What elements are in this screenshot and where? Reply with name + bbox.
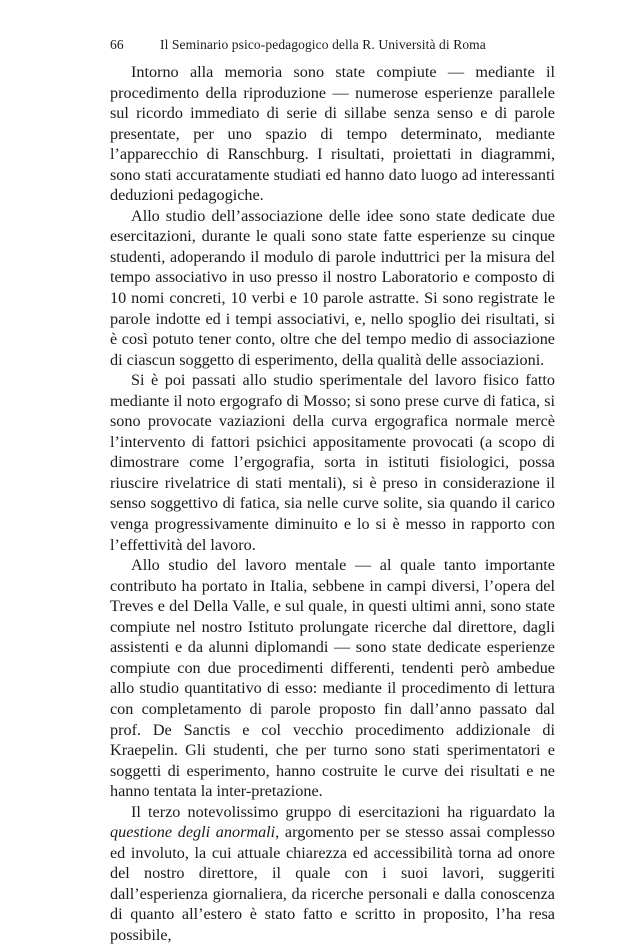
paragraph-physical-work: Si è poi passati allo studio sperimentale del lavoro fisico fatto mediante il noto ergografo di Mosso; si sono prese curve di fatica, si sono provocate vaziazioni della curva ergografica normale mercè l’intervento di fattori psichici appositamente provocati (a scopo di dimostrare come l’ergografia, sorta in istituti fisiologici, possa riuscire rivelatrice di stati mentali), si è preso in considerazione il senso soggettivo di fatica, sia nelle curve solite, sia quando il carico venga progressivamente diminuito e lo si è messo in rapporto con l’effettività del lavoro. <box>110 371 555 554</box>
paragraph-abnormals-start: Il terzo notevolissimo gruppo di esercitazioni ha riguardato la <box>131 802 555 821</box>
running-title: Il Seminario psico-pedagogico della R. Università di Roma <box>160 37 486 52</box>
paragraph-mental-work: Allo studio del lavoro mentale — al quale tanto importante contributo ha portato in Italia, sebbene in campi diversi, l’opera del Treves e del Della Valle, e sul quale, in questi ultimi anni, sono state compiute nel nostro Istituto prolungate ricerche dal direttore, dagli assistenti e da alunni diplomandi — sono state dedicate esperienze compiute con due procedimenti differenti, tendenti però ambedue allo studio quantitativo di esso: mediante il procedimento di lettura con completamento di parole proposto fin dall’anno passato dal prof. De Sanctis e col vecchio procedimento addizionale di Kraepelin. Gli studenti, che per turno sono stati sperimentatori e soggetti di esperimento, hanno costruite le curve dei risultati e ne hanno tentata la inter-pretazione. <box>110 556 555 801</box>
italic-phrase: questione degli anormali <box>110 823 276 842</box>
page-number: 66 <box>110 37 124 52</box>
paragraph-association: Allo studio dell’associazione delle idee sono state dedicate due esercitazioni, durante le quali sono state fatte esperienze su cinque studenti, adoperando il modulo di parole induttrici per la misura del tempo associativo in uso presso il nostro Laboratorio e composto di 10 nomi concreti, 10 verbi e 10 parole astratte. Si sono registrate le parole indotte ed i tempi associativi, e, nello spoglio dei risultati, si è così potuto tener conto, oltre che del tempo medio di associazione di ciascun soggetto di esperimento, della qualità delle associazioni. <box>110 206 555 369</box>
running-header <box>110 36 555 62</box>
book-page <box>110 36 555 946</box>
body-text <box>110 62 555 946</box>
paragraph-memory: Intorno alla memoria sono state compiute — mediante il procedimento della riproduzione — numerose esperienze parallele sul ricordo immediato di serie di sillabe senza senso e di parole presentate, per uno spazio di tempo determinato, mediante l’apparecchio di Ranschburg. I risultati, proiettati in diagrammi, sono stati accuratamente studiati ed hanno dato luogo ad interessanti deduzioni pedagogiche. <box>110 63 555 205</box>
paragraph-abnormals <box>110 802 555 946</box>
paragraph-abnormals-end: , argomento per se stesso assai complesso ed involuto, la cui attuale chiarezza ed accessibilità torna ad onore del nostro direttore, il quale con i suoi lavori, suggeriti dall’esperienza giornaliera, da ricerche personali e dalla conoscenza di quanto all’estero è stato fatto e scritto in proposito, l’ha resa possibile, <box>110 823 555 944</box>
